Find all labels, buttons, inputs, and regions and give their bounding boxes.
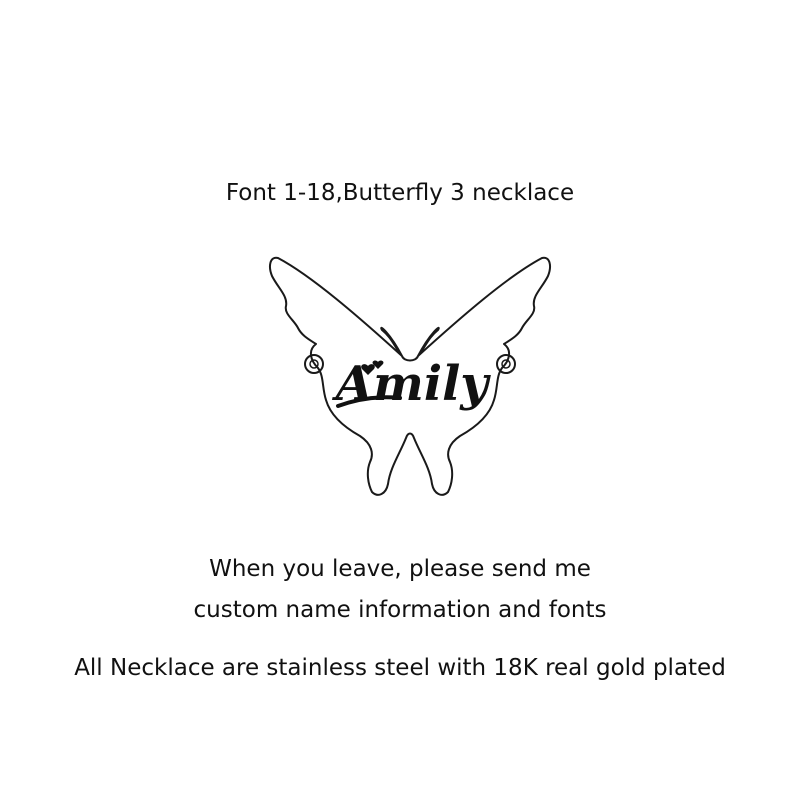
instruction-line-2: custom name information and fonts — [193, 597, 607, 623]
butterfly-necklace-illustration — [250, 248, 570, 508]
material-info: All Necklace are stainless steel with 18K real gold plated — [74, 655, 726, 681]
instruction-line-1: When you leave, please send me — [209, 556, 591, 582]
product-title: Font 1-18,Butterfly 3 necklace — [225, 180, 575, 206]
custom-name: Amily — [335, 356, 489, 412]
